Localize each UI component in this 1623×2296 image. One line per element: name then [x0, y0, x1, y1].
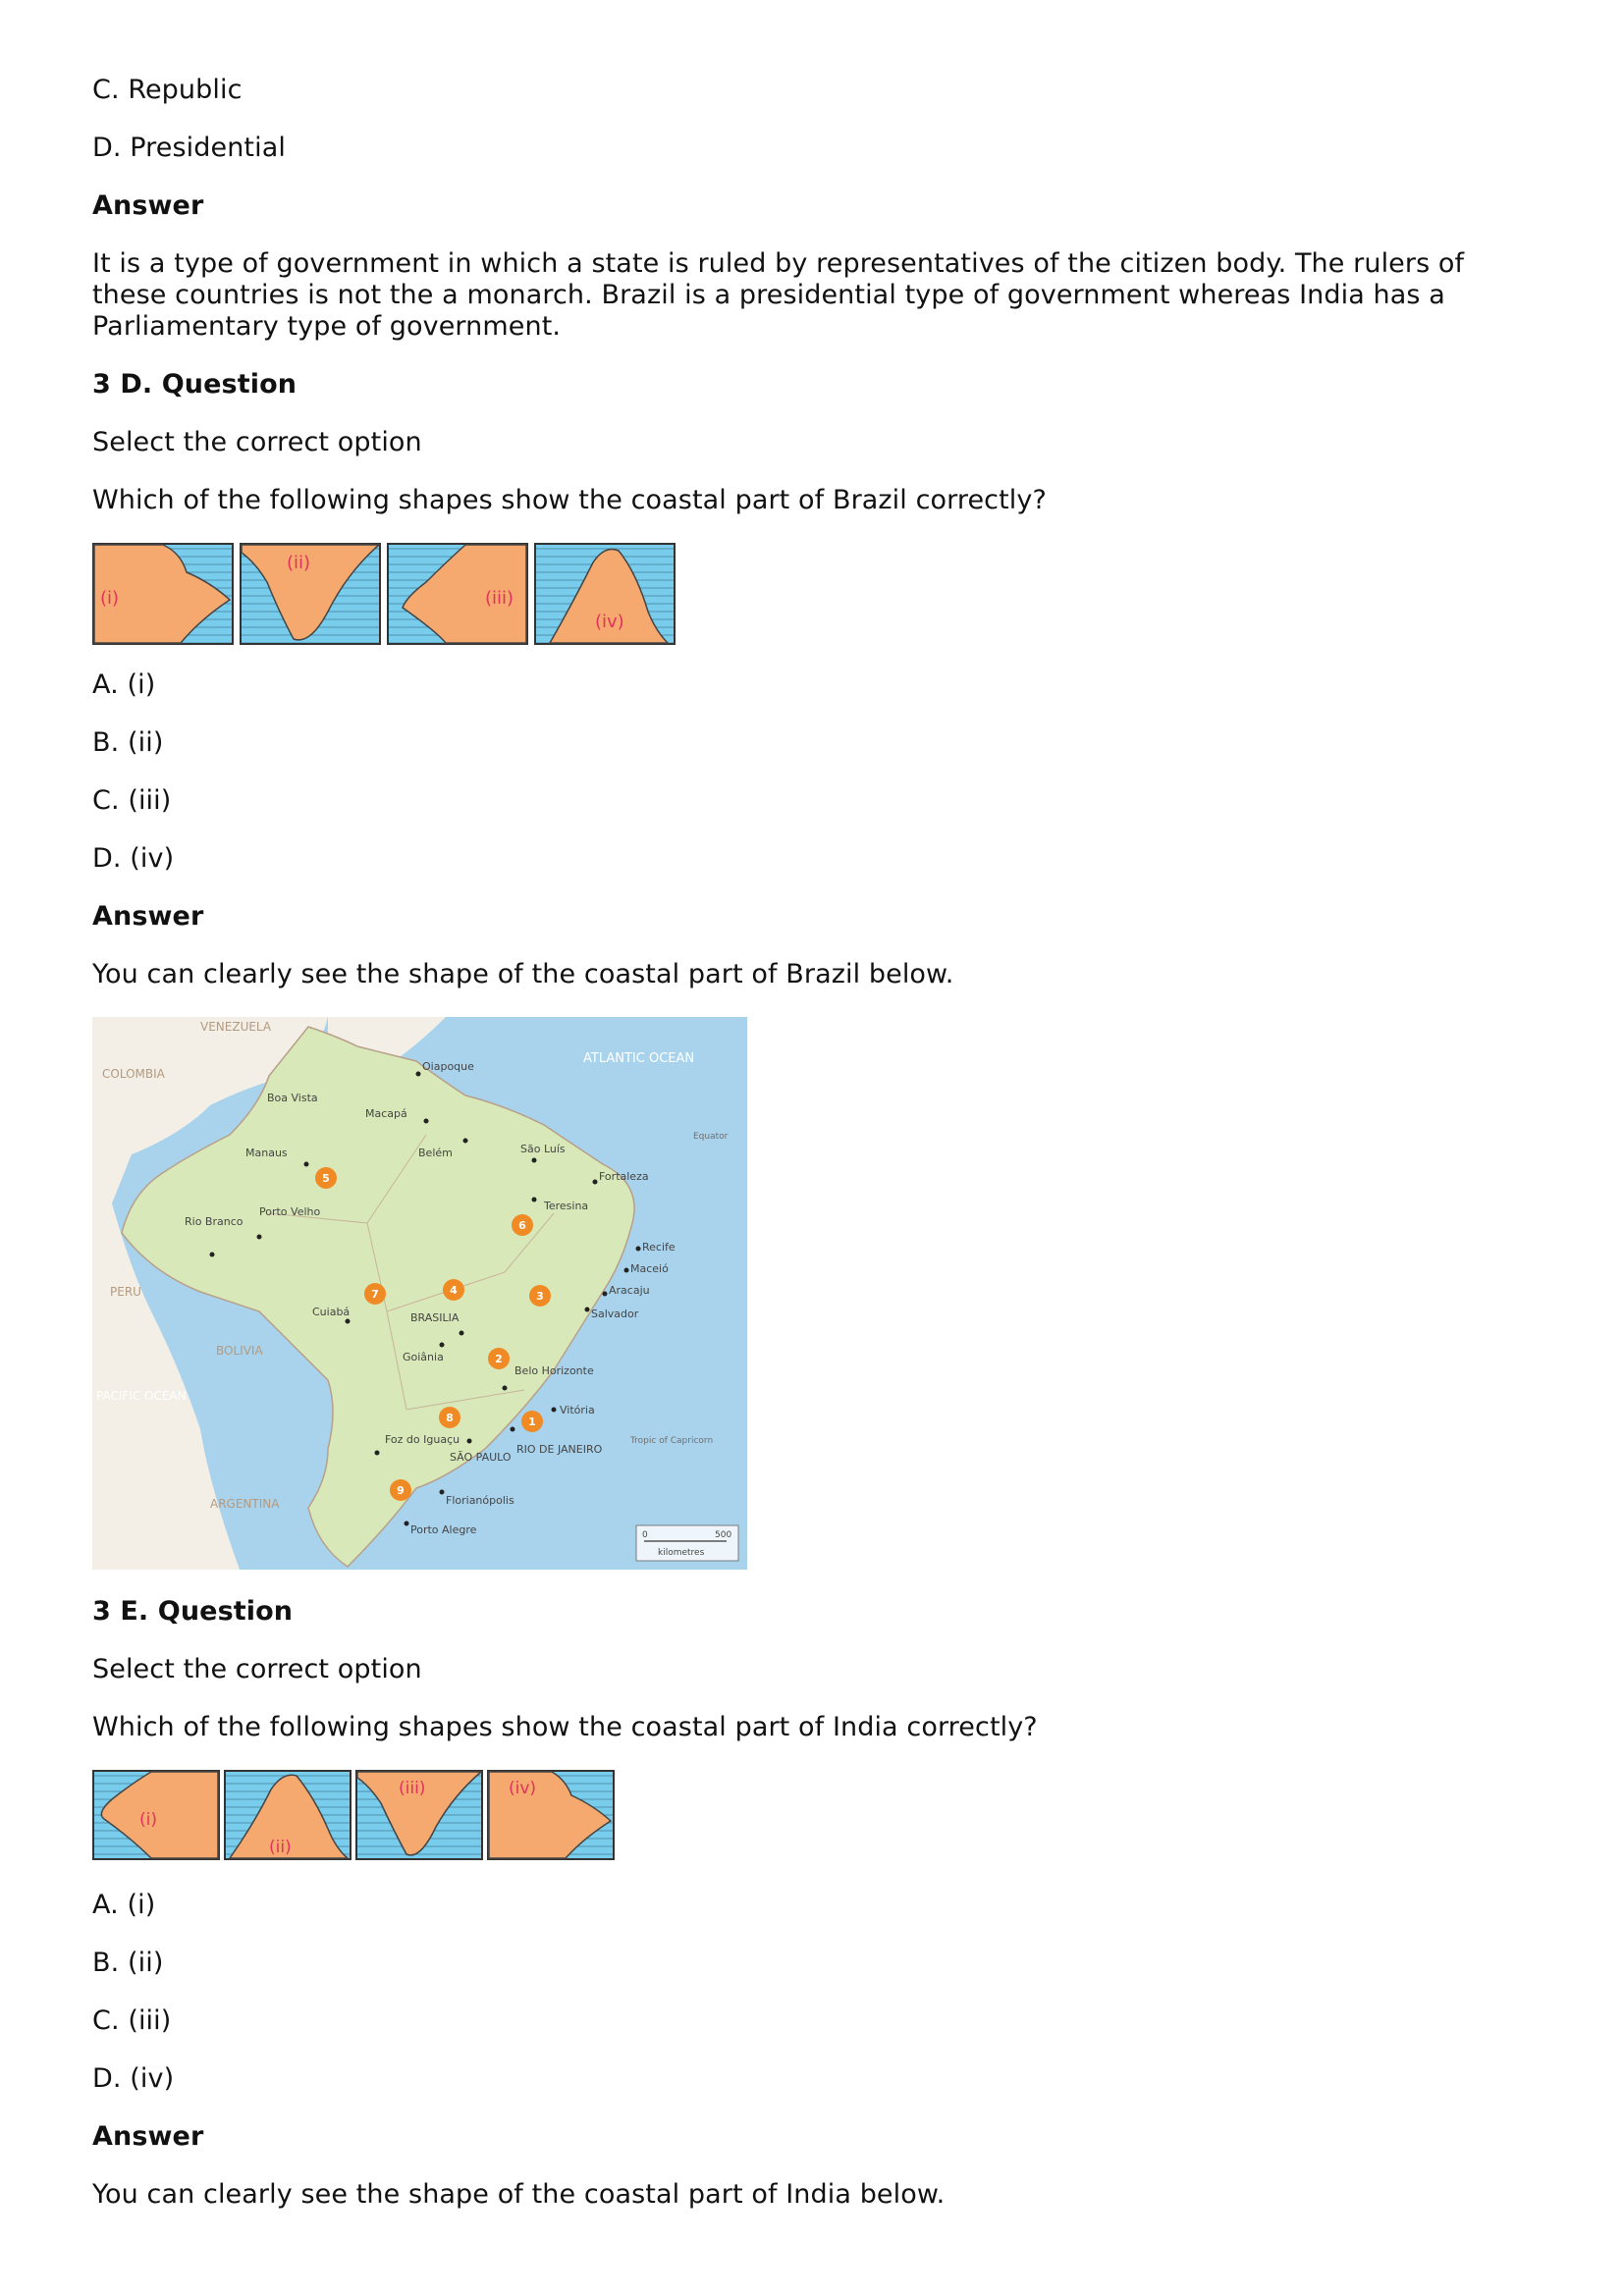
city-label: Vitória	[560, 1404, 595, 1416]
scale-label: 0	[642, 1530, 648, 1540]
city-label: SÃO PAULO	[450, 1451, 512, 1464]
city-label: Recife	[642, 1241, 676, 1254]
city-label: Goiânia	[403, 1351, 444, 1363]
option-a: A. (i)	[92, 669, 156, 700]
document-page	[92, 75, 1545, 2237]
shape-label: (ii)	[287, 553, 311, 573]
shape-figure-iv	[487, 1770, 615, 1860]
city-label: Manaus	[245, 1147, 288, 1159]
city-label: Belém	[418, 1147, 453, 1159]
city-label: Maceió	[630, 1262, 669, 1275]
line-label: Equator	[693, 1132, 729, 1142]
map-marker: 2	[495, 1353, 503, 1365]
city-label: Porto Alegre	[410, 1523, 477, 1536]
shape-label: (iii)	[399, 1779, 426, 1798]
shape-figure-ii	[240, 543, 381, 645]
city-label: Salvador	[591, 1308, 639, 1320]
shape-label: (iv)	[595, 612, 624, 632]
scale-label: 500	[715, 1530, 732, 1540]
question-text: Which of the following shapes show the coastal part of India correctly?	[92, 1712, 1038, 1742]
question-heading: 3 E. Question	[92, 1596, 294, 1627]
ocean-label: ATLANTIC OCEAN	[583, 1051, 695, 1066]
country-label: ARGENTINA	[210, 1497, 280, 1511]
map-marker: 9	[397, 1484, 405, 1497]
answer-text: You can clearly see the shape of the coastal part of Brazil below.	[92, 959, 954, 989]
country-label: PERU	[110, 1285, 141, 1299]
option-b: B. (ii)	[92, 1948, 164, 1978]
city-label: Fortaleza	[599, 1170, 649, 1183]
answer-text: You can clearly see the shape of the coastal part of India below.	[92, 2179, 946, 2210]
shape-label: (ii)	[269, 1838, 292, 1857]
scale-label: kilometres	[658, 1548, 705, 1558]
answer-heading: Answer	[92, 901, 204, 932]
option-d: D. (iv)	[92, 2063, 175, 2094]
shape-label: (iii)	[485, 588, 514, 609]
option-a: A. (i)	[92, 1890, 156, 1920]
country-label: VENEZUELA	[200, 1020, 272, 1034]
city-label: Florianópolis	[446, 1494, 514, 1507]
line-label: Tropic of Capricorn	[630, 1436, 714, 1446]
country-label: BOLIVIA	[216, 1344, 263, 1358]
city-label: RIO DE JANEIRO	[516, 1443, 603, 1456]
city-label: Rio Branco	[185, 1215, 243, 1228]
city-label: Macapá	[365, 1107, 407, 1120]
city-label: Teresina	[544, 1200, 589, 1212]
shape-figure-i	[92, 543, 234, 645]
shape-figure-ii	[224, 1770, 352, 1860]
city-label: Aracaju	[609, 1284, 650, 1297]
option-c: C. (iii)	[92, 785, 172, 816]
country-label: COLOMBIA	[102, 1067, 165, 1081]
brazil-map	[92, 1017, 747, 1570]
map-marker: 6	[518, 1219, 526, 1232]
map-marker: 8	[446, 1412, 454, 1424]
city-label: BRASILIA	[410, 1311, 460, 1324]
question-heading: 3 D. Question	[92, 369, 298, 400]
option-d: D. (iv)	[92, 843, 175, 874]
shape-figure-iv	[534, 543, 676, 645]
city-label: Cuiabá	[312, 1306, 351, 1318]
answer-heading: Answer	[92, 190, 204, 221]
brazil-shape-options	[92, 543, 1545, 645]
question-instruction: Select the correct option	[92, 1654, 422, 1684]
shape-figure-iii	[355, 1770, 483, 1860]
city-label: Boa Vista	[267, 1092, 318, 1104]
question-instruction: Select the correct option	[92, 427, 422, 457]
shape-figure-i	[92, 1770, 220, 1860]
map-marker: 4	[450, 1284, 458, 1297]
answer-text: It is a type of government in which a state is ruled by representatives of the citizen body. The rulers of these countries is not the a monarch. Brazil is a presidential type of government whereas India has a Parliamentary type of government.	[92, 248, 1465, 342]
map-marker: 7	[371, 1288, 379, 1301]
shape-label: (i)	[100, 588, 120, 609]
city-label: Belo Horizonte	[514, 1364, 594, 1377]
answer-heading: Answer	[92, 2121, 204, 2152]
option-c: C. (iii)	[92, 2005, 172, 2036]
shape-label: (i)	[139, 1810, 157, 1830]
city-label: Porto Velho	[259, 1205, 321, 1218]
city-label: Foz do Iguaçu	[385, 1433, 460, 1446]
option-c: C. Republic	[92, 75, 243, 105]
india-shape-options	[92, 1770, 1545, 1860]
map-marker: 1	[528, 1415, 536, 1428]
city-label: Oiapoque	[422, 1060, 474, 1073]
map-marker: 5	[322, 1172, 330, 1185]
shape-label: (iv)	[509, 1779, 537, 1798]
question-text: Which of the following shapes show the coastal part of Brazil correctly?	[92, 485, 1047, 515]
option-d: D. Presidential	[92, 133, 286, 163]
ocean-label: PACIFIC OCEAN	[96, 1389, 187, 1403]
city-label: São Luís	[520, 1143, 566, 1155]
option-b: B. (ii)	[92, 727, 164, 758]
shape-figure-iii	[387, 543, 528, 645]
map-marker: 3	[536, 1290, 544, 1303]
